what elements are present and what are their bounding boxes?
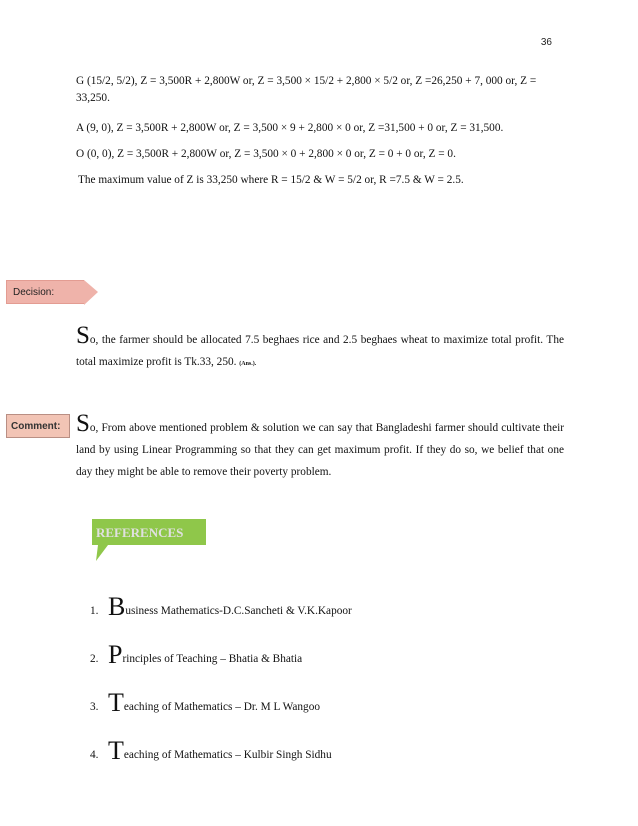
maximum-value-text: The maximum value of Z is 33,250 where R = 15/2 & W = 5/2 or, R =7.5 & W = 2.5. <box>78 174 464 186</box>
calculation-o <box>76 146 564 163</box>
reference-item <box>90 716 352 764</box>
reference-text: rinciples of Teaching – Bhatia & Bhatia <box>122 653 303 665</box>
page-number: 36 <box>540 37 552 48</box>
reference-text: eaching of Mathematics – Dr. M L Wangoo <box>123 701 321 713</box>
reference-list <box>90 572 352 764</box>
comment-tab: Comment: <box>6 414 70 438</box>
decision-paragraph <box>76 323 564 375</box>
references-banner <box>78 517 208 569</box>
reference-dropcap: T <box>108 736 124 765</box>
reference-number: 2. <box>90 653 99 665</box>
maximum-value-statement <box>78 172 566 189</box>
reference-dropcap: P <box>108 640 123 669</box>
speech-bubble-icon <box>78 517 208 569</box>
comment-text: o, From above mentioned problem & solution we can say that Bangladeshi farmer should cultivate their land by using Linear Programming so that they can get maximum profit. If they do so, we belief that one day they might be able to remove their poverty problem. <box>76 422 564 478</box>
reference-number: 1. <box>90 605 99 617</box>
decision-dropcap: S <box>76 322 90 349</box>
decision-tab: Decision: <box>6 280 84 304</box>
reference-item <box>90 668 352 716</box>
reference-dropcap: T <box>108 688 124 717</box>
answer-label: (Ans.). <box>239 361 257 367</box>
reference-item <box>90 620 352 668</box>
calculation-g <box>76 73 564 107</box>
calculation-a-text: A (9, 0), Z = 3,500R + 2,800W or, Z = 3,500 × 9 + 2,800 × 0 or, Z =31,500 + 0 or, Z = 31,500. <box>76 122 504 134</box>
reference-number: 4. <box>90 749 99 761</box>
reference-text: eaching of Mathematics – Kulbir Singh Sidhu <box>123 749 332 761</box>
reference-number: 3. <box>90 701 99 713</box>
reference-item <box>90 572 352 620</box>
reference-text: usiness Mathematics-D.C.Sancheti & V.K.Kapoor <box>125 605 352 617</box>
calculation-o-text: O (0, 0), Z = 3,500R + 2,800W or, Z = 3,500 × 0 + 2,800 × 0 or, Z = 0 + 0 or, Z = 0. <box>76 148 456 160</box>
comment-paragraph <box>76 411 564 483</box>
calculation-a <box>76 120 564 137</box>
calculation-g-text: G (15/2, 5/2), Z = 3,500R + 2,800W or, Z = 3,500 × 15/2 + 2,800 × 5/2 or, Z =26,250 + 7, 000 or, Z = 33,250. <box>76 75 537 104</box>
references-heading: REFERENCES <box>96 525 184 540</box>
reference-dropcap: B <box>108 592 126 621</box>
decision-text: o, the farmer should be allocated 7.5 beghaes rice and 2.5 beghaes wheat to maximize total profit. The total maximize profit is Tk.33, 250. <box>76 334 564 368</box>
comment-dropcap: S <box>76 410 90 437</box>
